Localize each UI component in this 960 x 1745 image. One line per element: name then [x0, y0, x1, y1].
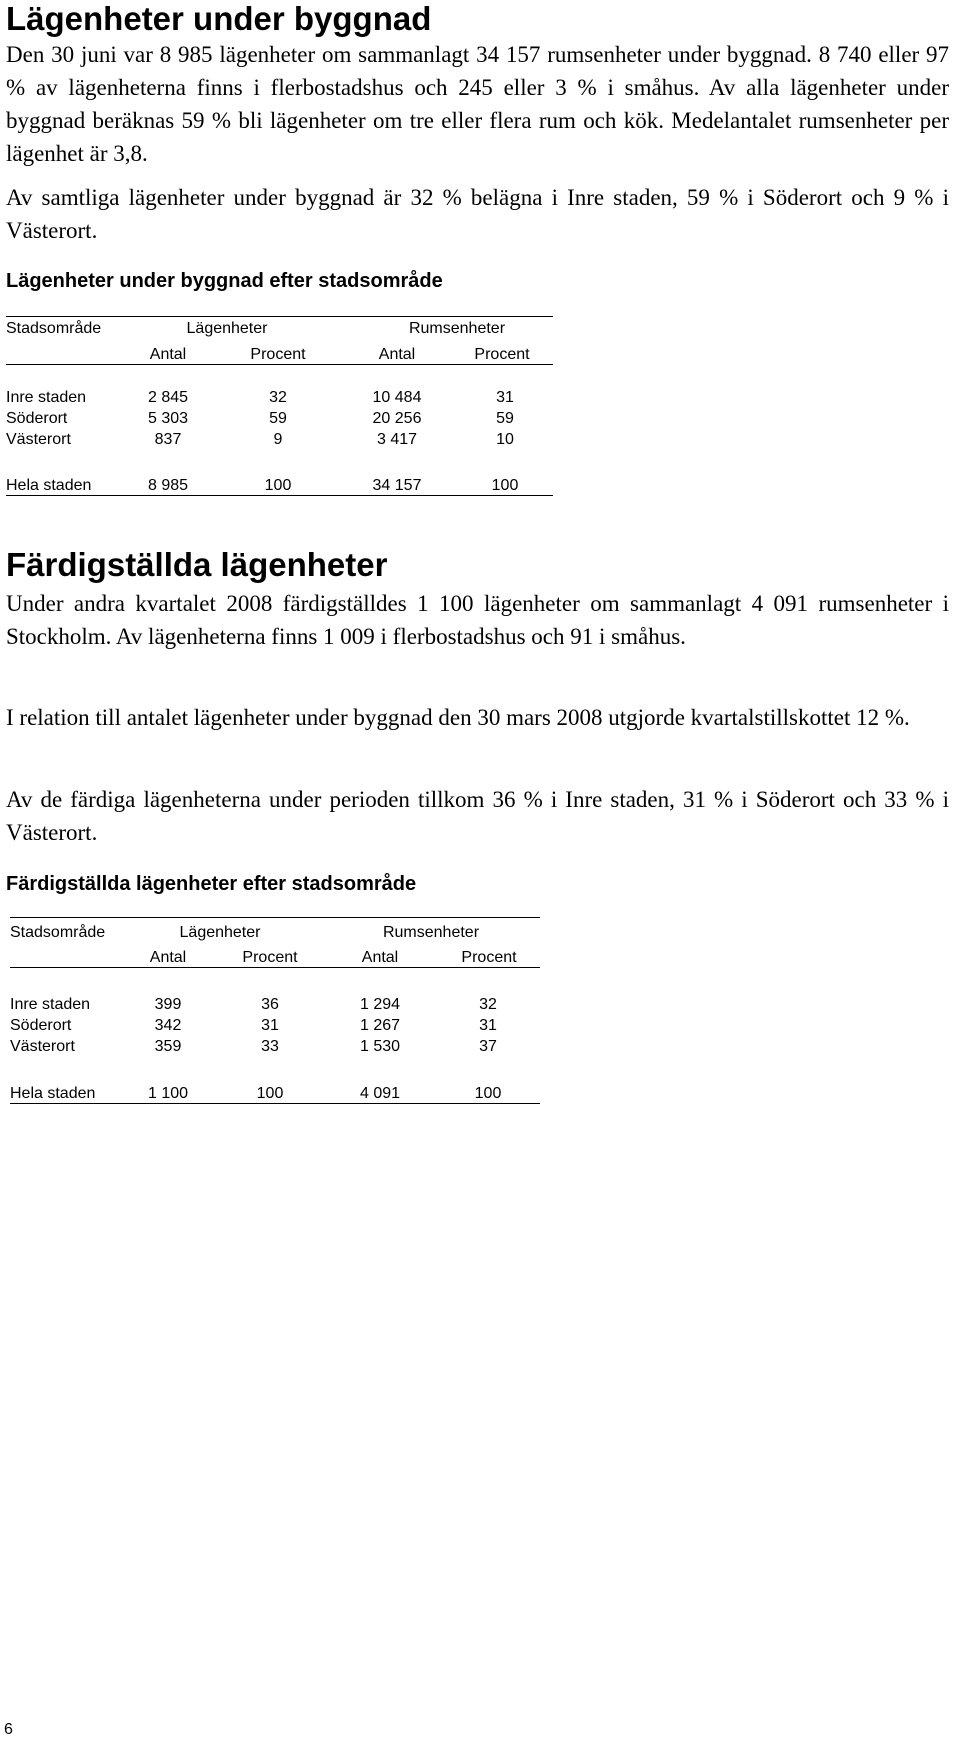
- paragraph-completed-relation: I relation till antalet lägenheter under byggnad den 30 mars 2008 utgjorde kvartalstillskottet 12 %.: [6, 705, 910, 730]
- table2-cell: 359: [154, 1038, 182, 1055]
- table1-cell: 10 484: [372, 389, 422, 406]
- table1-cell: 31: [496, 389, 514, 406]
- paragraph-under-construction-summary: Den 30 juni var 8 985 lägenheter om sammanlagt 34 157 rumsenheter under byggnad. 8 740 eller 97 % av lägenheterna finns i flerbostadshus och 245 eller 3 % i småhus. Av alla lägenheter under byggnad beräknas 59 % bli lägenheter om tre eller flera rum och kök. Medelantalet rumsenheter per lägenhet är 3,8.: [6, 42, 949, 166]
- table1-cell: 5 303: [147, 410, 189, 427]
- table1-total-cell: 100: [264, 477, 292, 494]
- table1-total-cell: 100: [491, 477, 519, 494]
- table2-sub-percent-1: Procent: [242, 949, 298, 966]
- table1-sub-percent-1: Procent: [250, 346, 306, 363]
- table2-cell: 342: [154, 1017, 182, 1034]
- heading-completed: Färdigställda lägenheter: [6, 546, 388, 583]
- table2-header-area: Stadsområde: [10, 924, 106, 941]
- table2-bottom-rule: [10, 1103, 540, 1104]
- table1-caption: Lägenheter under byggnad efter stadsområde: [6, 270, 443, 292]
- table2-sub-count-1: Antal: [149, 949, 187, 966]
- table1-cell: 3 417: [376, 431, 418, 448]
- table2-total-cell: 1 100: [147, 1085, 189, 1102]
- table1-total-cell: 8 985: [147, 477, 189, 494]
- table2-cell: 1 267: [359, 1017, 401, 1034]
- table2-sub-percent-2: Procent: [461, 949, 517, 966]
- table2-cell: 399: [154, 996, 182, 1013]
- heading-under-construction: Lägenheter under byggnad: [6, 0, 432, 37]
- table2-cell: 1 530: [359, 1038, 401, 1055]
- table2-total-area: Hela staden: [10, 1085, 96, 1102]
- table1-cell: 20 256: [372, 410, 422, 427]
- table2-row-area: Inre staden: [10, 996, 91, 1013]
- page-number: 6: [4, 1721, 13, 1738]
- table2-total-cell: 100: [256, 1085, 284, 1102]
- table1-header-apartments: Lägenheter: [186, 320, 268, 337]
- paragraph-completed-summary: Under andra kvartalet 2008 färdigställdes 1 100 lägenheter om sammanlagt 4 091 rumsenheter i Stockholm. Av lägenheterna finns 1 009 i flerbostadshus och 91 i småhus.: [6, 591, 949, 649]
- table1-sub-count-1: Antal: [149, 346, 187, 363]
- table2-cell: 36: [261, 996, 279, 1013]
- table2-cell: 1 294: [359, 996, 401, 1013]
- table1-top-rule: [6, 316, 553, 317]
- table2-cell: 32: [479, 996, 497, 1013]
- table1-cell: 837: [154, 431, 182, 448]
- table2-row-area: Söderort: [10, 1017, 72, 1034]
- table2-total-cell: 4 091: [359, 1085, 401, 1102]
- table1-bottom-rule: [6, 495, 553, 496]
- table1-row-area: Västerort: [6, 431, 71, 448]
- table1-sub-count-2: Antal: [378, 346, 416, 363]
- table1-header-rooms: Rumsenheter: [408, 320, 506, 337]
- table1-header-rule: [6, 364, 553, 365]
- table2-cell: 31: [261, 1017, 279, 1034]
- table2-caption: Färdigställda lägenheter efter stadsområde: [6, 873, 417, 895]
- table1-row-area: Söderort: [6, 410, 68, 427]
- table2-cell: 33: [261, 1038, 279, 1055]
- table1-total-area: Hela staden: [6, 477, 92, 494]
- table1-cell: 9: [273, 431, 283, 448]
- table2-header-apartments: Lägenheter: [179, 924, 261, 941]
- table1-cell: 32: [269, 389, 287, 406]
- table2-row-area: Västerort: [10, 1038, 75, 1055]
- table2-sub-count-2: Antal: [361, 949, 399, 966]
- table2-total-cell: 100: [474, 1085, 502, 1102]
- table1-header-area: Stadsområde: [6, 320, 102, 337]
- table1-row-area: Inre staden: [6, 389, 87, 406]
- table2-header-rooms: Rumsenheter: [382, 924, 480, 941]
- table2-cell: 37: [479, 1038, 497, 1055]
- table1-cell: 10: [496, 431, 514, 448]
- table1-cell: 2 845: [147, 389, 189, 406]
- table2-header-rule: [10, 967, 540, 968]
- paragraph-completed-areas: Av de färdiga lägenheterna under perioden tillkom 36 % i Inre staden, 31 % i Söderort och 33 % i Västerort.: [6, 787, 949, 845]
- table2-top-rule: [10, 917, 540, 918]
- table1-cell: 59: [269, 410, 287, 427]
- paragraph-under-construction-areas: Av samtliga lägenheter under byggnad är 32 % belägna i Inre staden, 59 % i Söderort och 9 % i Västerort.: [6, 185, 949, 243]
- table1-total-cell: 34 157: [372, 477, 422, 494]
- table1-sub-percent-2: Procent: [474, 346, 530, 363]
- table2-cell: 31: [479, 1017, 497, 1034]
- table1-cell: 59: [496, 410, 514, 427]
